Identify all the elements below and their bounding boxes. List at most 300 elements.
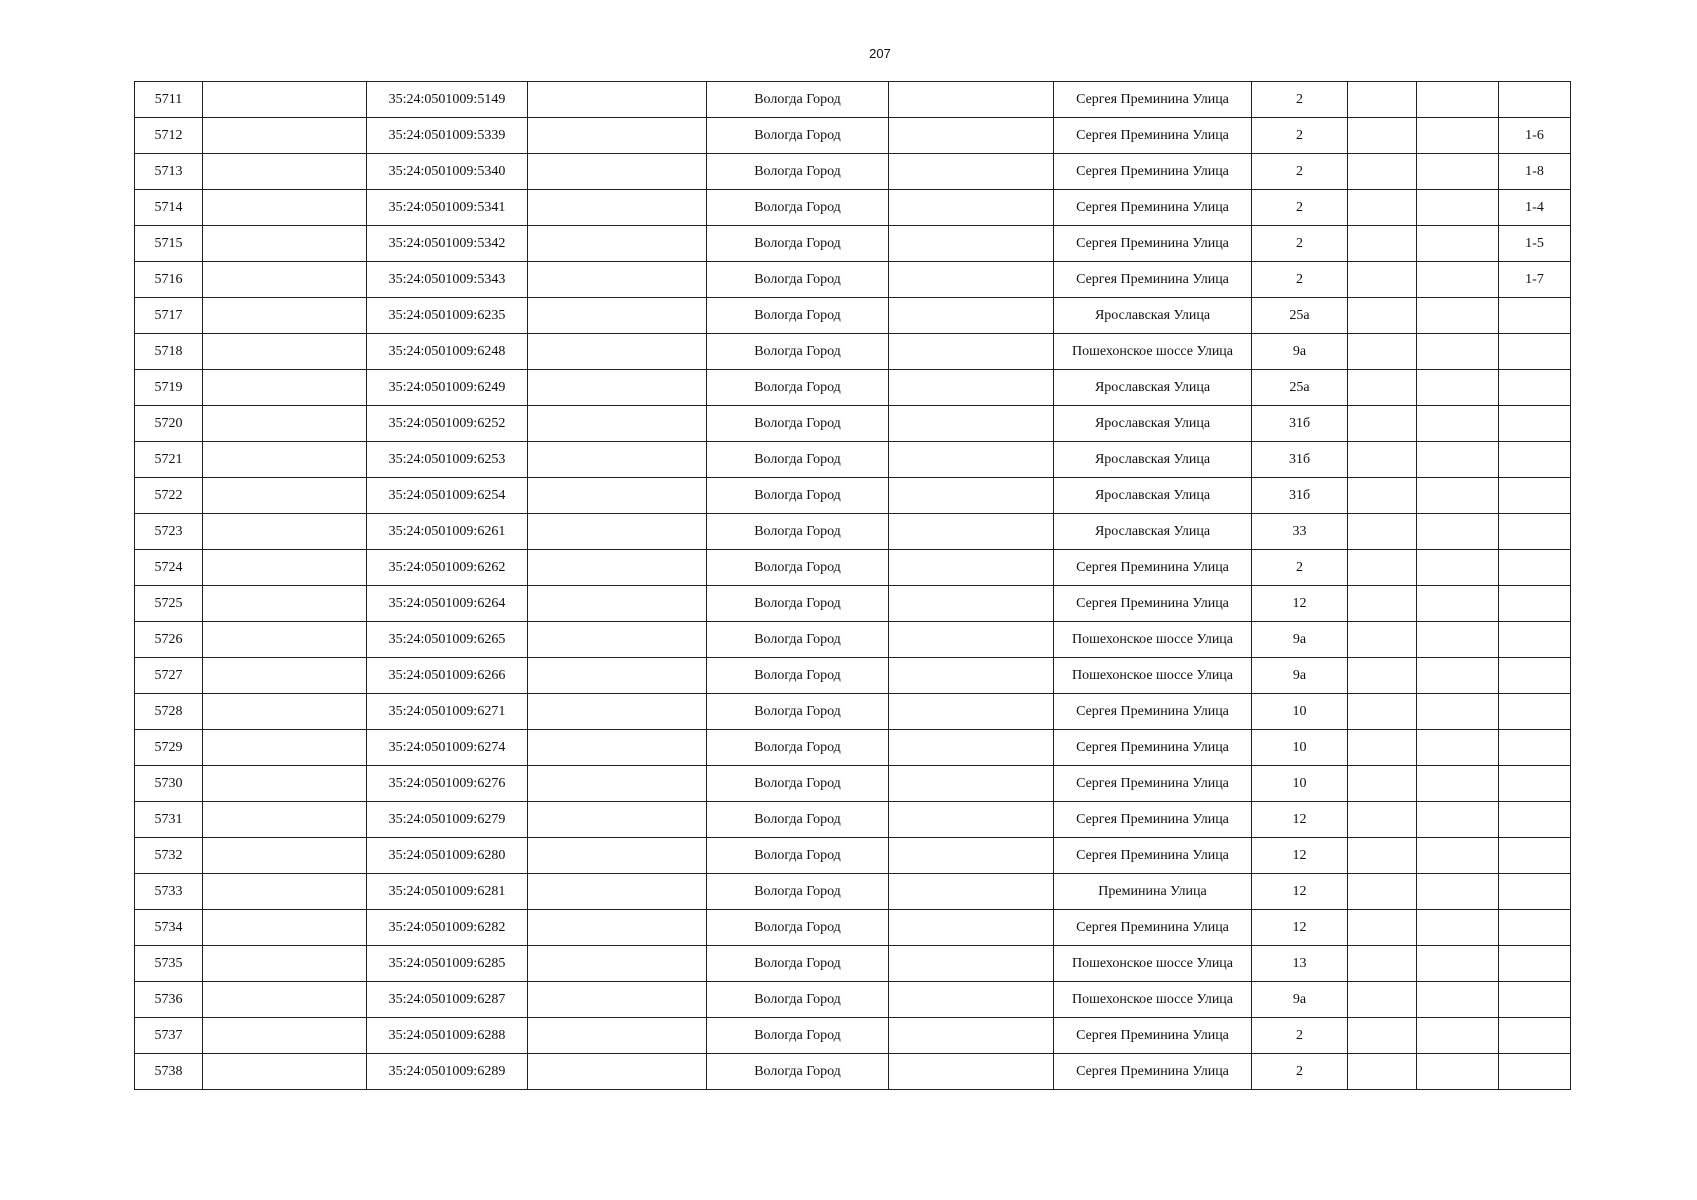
city-cell: Вологда Город bbox=[707, 334, 889, 370]
street-cell: Преминина Улица bbox=[1054, 874, 1252, 910]
apartment-cell bbox=[1499, 370, 1571, 406]
city-cell: Вологда Город bbox=[707, 118, 889, 154]
row-number-cell: 5718 bbox=[135, 334, 203, 370]
apartment-cell: 1-5 bbox=[1499, 226, 1571, 262]
empty-cell bbox=[889, 370, 1054, 406]
cadastral-number-cell: 35:24:0501009:6254 bbox=[367, 478, 528, 514]
street-cell: Сергея Преминина Улица bbox=[1054, 154, 1252, 190]
empty-cell bbox=[1417, 190, 1499, 226]
table-row bbox=[135, 226, 1571, 262]
empty-cell bbox=[203, 262, 367, 298]
empty-cell bbox=[528, 730, 707, 766]
row-number-cell: 5721 bbox=[135, 442, 203, 478]
row-number-cell: 5734 bbox=[135, 910, 203, 946]
empty-cell bbox=[889, 622, 1054, 658]
apartment-cell bbox=[1499, 946, 1571, 982]
house-number-cell: 2 bbox=[1252, 262, 1348, 298]
empty-cell bbox=[1417, 370, 1499, 406]
street-cell: Сергея Преминина Улица bbox=[1054, 1054, 1252, 1090]
city-cell: Вологда Город bbox=[707, 226, 889, 262]
cadastral-number-cell: 35:24:0501009:5341 bbox=[367, 190, 528, 226]
empty-cell bbox=[203, 982, 367, 1018]
street-cell: Сергея Преминина Улица bbox=[1054, 730, 1252, 766]
street-cell: Сергея Преминина Улица bbox=[1054, 694, 1252, 730]
table-row bbox=[135, 802, 1571, 838]
empty-cell bbox=[1348, 478, 1417, 514]
empty-cell bbox=[1348, 262, 1417, 298]
apartment-cell bbox=[1499, 910, 1571, 946]
house-number-cell: 9а bbox=[1252, 658, 1348, 694]
table-row bbox=[135, 298, 1571, 334]
street-cell: Сергея Преминина Улица bbox=[1054, 226, 1252, 262]
street-cell: Пошехонское шоссе Улица bbox=[1054, 334, 1252, 370]
table-row bbox=[135, 154, 1571, 190]
row-number-cell: 5724 bbox=[135, 550, 203, 586]
city-cell: Вологда Город bbox=[707, 586, 889, 622]
empty-cell bbox=[1348, 154, 1417, 190]
empty-cell bbox=[1417, 982, 1499, 1018]
empty-cell bbox=[1348, 1054, 1417, 1090]
street-cell: Сергея Преминина Улица bbox=[1054, 766, 1252, 802]
registry-table bbox=[134, 81, 1571, 1090]
row-number-cell: 5726 bbox=[135, 622, 203, 658]
empty-cell bbox=[1417, 82, 1499, 118]
empty-cell bbox=[203, 694, 367, 730]
empty-cell bbox=[1417, 946, 1499, 982]
cadastral-number-cell: 35:24:0501009:6252 bbox=[367, 406, 528, 442]
empty-cell bbox=[1417, 1018, 1499, 1054]
apartment-cell bbox=[1499, 694, 1571, 730]
empty-cell bbox=[1417, 442, 1499, 478]
street-cell: Пошехонское шоссе Улица bbox=[1054, 946, 1252, 982]
empty-cell bbox=[889, 802, 1054, 838]
table-row bbox=[135, 1018, 1571, 1054]
street-cell: Сергея Преминина Улица bbox=[1054, 1018, 1252, 1054]
empty-cell bbox=[1348, 694, 1417, 730]
city-cell: Вологда Город bbox=[707, 442, 889, 478]
empty-cell bbox=[203, 82, 367, 118]
empty-cell bbox=[528, 82, 707, 118]
apartment-cell: 1-8 bbox=[1499, 154, 1571, 190]
street-cell: Пошехонское шоссе Улица bbox=[1054, 658, 1252, 694]
empty-cell bbox=[889, 334, 1054, 370]
empty-cell bbox=[1348, 874, 1417, 910]
empty-cell bbox=[203, 658, 367, 694]
empty-cell bbox=[1348, 190, 1417, 226]
empty-cell bbox=[1417, 586, 1499, 622]
cadastral-number-cell: 35:24:0501009:6279 bbox=[367, 802, 528, 838]
cadastral-number-cell: 35:24:0501009:6235 bbox=[367, 298, 528, 334]
cadastral-number-cell: 35:24:0501009:6262 bbox=[367, 550, 528, 586]
empty-cell bbox=[889, 298, 1054, 334]
cadastral-number-cell: 35:24:0501009:6276 bbox=[367, 766, 528, 802]
row-number-cell: 5725 bbox=[135, 586, 203, 622]
city-cell: Вологда Город bbox=[707, 262, 889, 298]
street-cell: Ярославская Улица bbox=[1054, 442, 1252, 478]
house-number-cell: 2 bbox=[1252, 190, 1348, 226]
apartment-cell bbox=[1499, 334, 1571, 370]
empty-cell bbox=[1348, 118, 1417, 154]
street-cell: Пошехонское шоссе Улица bbox=[1054, 622, 1252, 658]
street-cell: Сергея Преминина Улица bbox=[1054, 118, 1252, 154]
city-cell: Вологда Город bbox=[707, 1018, 889, 1054]
city-cell: Вологда Город bbox=[707, 478, 889, 514]
empty-cell bbox=[889, 442, 1054, 478]
empty-cell bbox=[1348, 298, 1417, 334]
empty-cell bbox=[528, 550, 707, 586]
city-cell: Вологда Город bbox=[707, 298, 889, 334]
apartment-cell: 1-7 bbox=[1499, 262, 1571, 298]
empty-cell bbox=[203, 514, 367, 550]
row-number-cell: 5735 bbox=[135, 946, 203, 982]
house-number-cell: 9а bbox=[1252, 622, 1348, 658]
empty-cell bbox=[1348, 514, 1417, 550]
empty-cell bbox=[1417, 334, 1499, 370]
street-cell: Сергея Преминина Улица bbox=[1054, 910, 1252, 946]
empty-cell bbox=[203, 874, 367, 910]
empty-cell bbox=[528, 262, 707, 298]
empty-cell bbox=[203, 190, 367, 226]
empty-cell bbox=[889, 406, 1054, 442]
apartment-cell bbox=[1499, 1054, 1571, 1090]
street-cell: Сергея Преминина Улица bbox=[1054, 190, 1252, 226]
table-row bbox=[135, 658, 1571, 694]
empty-cell bbox=[528, 406, 707, 442]
empty-cell bbox=[528, 694, 707, 730]
empty-cell bbox=[1348, 1018, 1417, 1054]
empty-cell bbox=[528, 514, 707, 550]
cadastral-number-cell: 35:24:0501009:6253 bbox=[367, 442, 528, 478]
empty-cell bbox=[1348, 586, 1417, 622]
empty-cell bbox=[528, 910, 707, 946]
street-cell: Ярославская Улица bbox=[1054, 406, 1252, 442]
cadastral-number-cell: 35:24:0501009:5343 bbox=[367, 262, 528, 298]
row-number-cell: 5729 bbox=[135, 730, 203, 766]
city-cell: Вологда Город bbox=[707, 766, 889, 802]
empty-cell bbox=[889, 730, 1054, 766]
empty-cell bbox=[889, 838, 1054, 874]
table-row bbox=[135, 694, 1571, 730]
cadastral-number-cell: 35:24:0501009:5339 bbox=[367, 118, 528, 154]
house-number-cell: 25а bbox=[1252, 370, 1348, 406]
empty-cell bbox=[203, 334, 367, 370]
apartment-cell bbox=[1499, 586, 1571, 622]
house-number-cell: 12 bbox=[1252, 586, 1348, 622]
row-number-cell: 5723 bbox=[135, 514, 203, 550]
empty-cell bbox=[203, 442, 367, 478]
empty-cell bbox=[528, 982, 707, 1018]
house-number-cell: 12 bbox=[1252, 874, 1348, 910]
empty-cell bbox=[203, 478, 367, 514]
table-row bbox=[135, 586, 1571, 622]
house-number-cell: 9а bbox=[1252, 982, 1348, 1018]
table-row bbox=[135, 622, 1571, 658]
house-number-cell: 31б bbox=[1252, 442, 1348, 478]
row-number-cell: 5738 bbox=[135, 1054, 203, 1090]
empty-cell bbox=[1348, 550, 1417, 586]
empty-cell bbox=[203, 838, 367, 874]
empty-cell bbox=[889, 1054, 1054, 1090]
street-cell: Сергея Преминина Улица bbox=[1054, 550, 1252, 586]
city-cell: Вологда Город bbox=[707, 694, 889, 730]
house-number-cell: 2 bbox=[1252, 550, 1348, 586]
empty-cell bbox=[1348, 838, 1417, 874]
row-number-cell: 5714 bbox=[135, 190, 203, 226]
apartment-cell bbox=[1499, 1018, 1571, 1054]
empty-cell bbox=[1348, 226, 1417, 262]
row-number-cell: 5722 bbox=[135, 478, 203, 514]
empty-cell bbox=[203, 586, 367, 622]
apartment-cell bbox=[1499, 478, 1571, 514]
street-cell: Сергея Преминина Улица bbox=[1054, 838, 1252, 874]
table-row bbox=[135, 118, 1571, 154]
table-row bbox=[135, 262, 1571, 298]
empty-cell bbox=[889, 694, 1054, 730]
house-number-cell: 31б bbox=[1252, 478, 1348, 514]
table-row bbox=[135, 910, 1571, 946]
empty-cell bbox=[1417, 838, 1499, 874]
city-cell: Вологда Город bbox=[707, 406, 889, 442]
empty-cell bbox=[1348, 982, 1417, 1018]
apartment-cell bbox=[1499, 802, 1571, 838]
empty-cell bbox=[889, 478, 1054, 514]
empty-cell bbox=[1417, 226, 1499, 262]
table-row bbox=[135, 946, 1571, 982]
table-row bbox=[135, 514, 1571, 550]
empty-cell bbox=[528, 838, 707, 874]
empty-cell bbox=[528, 154, 707, 190]
street-cell: Сергея Преминина Улица bbox=[1054, 586, 1252, 622]
empty-cell bbox=[1417, 406, 1499, 442]
apartment-cell bbox=[1499, 550, 1571, 586]
empty-cell bbox=[1417, 694, 1499, 730]
apartment-cell bbox=[1499, 442, 1571, 478]
apartment-cell bbox=[1499, 514, 1571, 550]
apartment-cell bbox=[1499, 730, 1571, 766]
empty-cell bbox=[528, 622, 707, 658]
city-cell: Вологда Город bbox=[707, 946, 889, 982]
cadastral-number-cell: 35:24:0501009:6261 bbox=[367, 514, 528, 550]
empty-cell bbox=[1417, 622, 1499, 658]
empty-cell bbox=[528, 1018, 707, 1054]
table-row bbox=[135, 82, 1571, 118]
house-number-cell: 13 bbox=[1252, 946, 1348, 982]
table-row bbox=[135, 334, 1571, 370]
row-number-cell: 5733 bbox=[135, 874, 203, 910]
table-row bbox=[135, 550, 1571, 586]
cadastral-number-cell: 35:24:0501009:6274 bbox=[367, 730, 528, 766]
city-cell: Вологда Город bbox=[707, 622, 889, 658]
row-number-cell: 5716 bbox=[135, 262, 203, 298]
empty-cell bbox=[1417, 514, 1499, 550]
cadastral-number-cell: 35:24:0501009:6282 bbox=[367, 910, 528, 946]
table-row bbox=[135, 370, 1571, 406]
house-number-cell: 10 bbox=[1252, 730, 1348, 766]
table-row bbox=[135, 478, 1571, 514]
house-number-cell: 33 bbox=[1252, 514, 1348, 550]
cadastral-number-cell: 35:24:0501009:5342 bbox=[367, 226, 528, 262]
empty-cell bbox=[889, 874, 1054, 910]
apartment-cell bbox=[1499, 766, 1571, 802]
city-cell: Вологда Город bbox=[707, 982, 889, 1018]
row-number-cell: 5732 bbox=[135, 838, 203, 874]
empty-cell bbox=[203, 802, 367, 838]
empty-cell bbox=[889, 946, 1054, 982]
row-number-cell: 5727 bbox=[135, 658, 203, 694]
city-cell: Вологда Город bbox=[707, 910, 889, 946]
cadastral-number-cell: 35:24:0501009:5149 bbox=[367, 82, 528, 118]
empty-cell bbox=[889, 226, 1054, 262]
empty-cell bbox=[528, 190, 707, 226]
empty-cell bbox=[203, 406, 367, 442]
empty-cell bbox=[528, 658, 707, 694]
city-cell: Вологда Город bbox=[707, 190, 889, 226]
empty-cell bbox=[1348, 622, 1417, 658]
apartment-cell: 1-6 bbox=[1499, 118, 1571, 154]
cadastral-number-cell: 35:24:0501009:6287 bbox=[367, 982, 528, 1018]
empty-cell bbox=[203, 1018, 367, 1054]
house-number-cell: 10 bbox=[1252, 694, 1348, 730]
empty-cell bbox=[528, 334, 707, 370]
cadastral-number-cell: 35:24:0501009:6271 bbox=[367, 694, 528, 730]
empty-cell bbox=[1417, 478, 1499, 514]
cadastral-number-cell: 35:24:0501009:5340 bbox=[367, 154, 528, 190]
city-cell: Вологда Город bbox=[707, 874, 889, 910]
empty-cell bbox=[203, 226, 367, 262]
empty-cell bbox=[1417, 1054, 1499, 1090]
table-row bbox=[135, 1054, 1571, 1090]
apartment-cell bbox=[1499, 622, 1571, 658]
table-row bbox=[135, 982, 1571, 1018]
table-row bbox=[135, 406, 1571, 442]
row-number-cell: 5731 bbox=[135, 802, 203, 838]
empty-cell bbox=[203, 766, 367, 802]
house-number-cell: 31б bbox=[1252, 406, 1348, 442]
street-cell: Сергея Преминина Улица bbox=[1054, 82, 1252, 118]
empty-cell bbox=[203, 298, 367, 334]
empty-cell bbox=[889, 154, 1054, 190]
empty-cell bbox=[528, 370, 707, 406]
city-cell: Вологда Город bbox=[707, 838, 889, 874]
empty-cell bbox=[1348, 370, 1417, 406]
table-row bbox=[135, 730, 1571, 766]
row-number-cell: 5715 bbox=[135, 226, 203, 262]
cadastral-number-cell: 35:24:0501009:6248 bbox=[367, 334, 528, 370]
empty-cell bbox=[203, 910, 367, 946]
empty-cell bbox=[528, 226, 707, 262]
street-cell: Ярославская Улица bbox=[1054, 478, 1252, 514]
cadastral-number-cell: 35:24:0501009:6289 bbox=[367, 1054, 528, 1090]
table-row bbox=[135, 838, 1571, 874]
city-cell: Вологда Город bbox=[707, 154, 889, 190]
empty-cell bbox=[528, 802, 707, 838]
street-cell: Сергея Преминина Улица bbox=[1054, 262, 1252, 298]
empty-cell bbox=[203, 622, 367, 658]
cadastral-number-cell: 35:24:0501009:6281 bbox=[367, 874, 528, 910]
cadastral-number-cell: 35:24:0501009:6264 bbox=[367, 586, 528, 622]
row-number-cell: 5728 bbox=[135, 694, 203, 730]
empty-cell bbox=[528, 766, 707, 802]
empty-cell bbox=[1417, 910, 1499, 946]
empty-cell bbox=[1348, 406, 1417, 442]
empty-cell bbox=[528, 946, 707, 982]
city-cell: Вологда Город bbox=[707, 514, 889, 550]
empty-cell bbox=[1417, 298, 1499, 334]
row-number-cell: 5713 bbox=[135, 154, 203, 190]
empty-cell bbox=[1417, 118, 1499, 154]
cadastral-number-cell: 35:24:0501009:6288 bbox=[367, 1018, 528, 1054]
house-number-cell: 12 bbox=[1252, 838, 1348, 874]
table-row bbox=[135, 874, 1571, 910]
house-number-cell: 9а bbox=[1252, 334, 1348, 370]
house-number-cell: 2 bbox=[1252, 1054, 1348, 1090]
city-cell: Вологда Город bbox=[707, 802, 889, 838]
empty-cell bbox=[889, 82, 1054, 118]
house-number-cell: 2 bbox=[1252, 226, 1348, 262]
apartment-cell bbox=[1499, 838, 1571, 874]
empty-cell bbox=[889, 262, 1054, 298]
apartment-cell bbox=[1499, 874, 1571, 910]
empty-cell bbox=[528, 478, 707, 514]
row-number-cell: 5720 bbox=[135, 406, 203, 442]
house-number-cell: 12 bbox=[1252, 802, 1348, 838]
apartment-cell bbox=[1499, 406, 1571, 442]
row-number-cell: 5719 bbox=[135, 370, 203, 406]
street-cell: Сергея Преминина Улица bbox=[1054, 802, 1252, 838]
empty-cell bbox=[889, 982, 1054, 1018]
empty-cell bbox=[203, 118, 367, 154]
empty-cell bbox=[1348, 910, 1417, 946]
empty-cell bbox=[1348, 730, 1417, 766]
row-number-cell: 5712 bbox=[135, 118, 203, 154]
page-number: 207 bbox=[869, 46, 891, 61]
apartment-cell bbox=[1499, 298, 1571, 334]
house-number-cell: 25а bbox=[1252, 298, 1348, 334]
row-number-cell: 5737 bbox=[135, 1018, 203, 1054]
city-cell: Вологда Город bbox=[707, 82, 889, 118]
city-cell: Вологда Город bbox=[707, 550, 889, 586]
empty-cell bbox=[1348, 658, 1417, 694]
empty-cell bbox=[1417, 730, 1499, 766]
street-cell: Пошехонское шоссе Улица bbox=[1054, 982, 1252, 1018]
cadastral-number-cell: 35:24:0501009:6249 bbox=[367, 370, 528, 406]
apartment-cell bbox=[1499, 982, 1571, 1018]
city-cell: Вологда Город bbox=[707, 370, 889, 406]
empty-cell bbox=[528, 586, 707, 622]
empty-cell bbox=[889, 514, 1054, 550]
empty-cell bbox=[1417, 802, 1499, 838]
empty-cell bbox=[528, 874, 707, 910]
house-number-cell: 2 bbox=[1252, 1018, 1348, 1054]
street-cell: Ярославская Улица bbox=[1054, 514, 1252, 550]
house-number-cell: 2 bbox=[1252, 118, 1348, 154]
apartment-cell bbox=[1499, 658, 1571, 694]
house-number-cell: 2 bbox=[1252, 154, 1348, 190]
row-number-cell: 5711 bbox=[135, 82, 203, 118]
empty-cell bbox=[203, 154, 367, 190]
empty-cell bbox=[889, 586, 1054, 622]
street-cell: Ярославская Улица bbox=[1054, 298, 1252, 334]
empty-cell bbox=[203, 946, 367, 982]
empty-cell bbox=[1417, 154, 1499, 190]
empty-cell bbox=[889, 550, 1054, 586]
empty-cell bbox=[203, 550, 367, 586]
empty-cell bbox=[528, 118, 707, 154]
house-number-cell: 12 bbox=[1252, 910, 1348, 946]
empty-cell bbox=[1348, 442, 1417, 478]
empty-cell bbox=[528, 442, 707, 478]
house-number-cell: 2 bbox=[1252, 82, 1348, 118]
